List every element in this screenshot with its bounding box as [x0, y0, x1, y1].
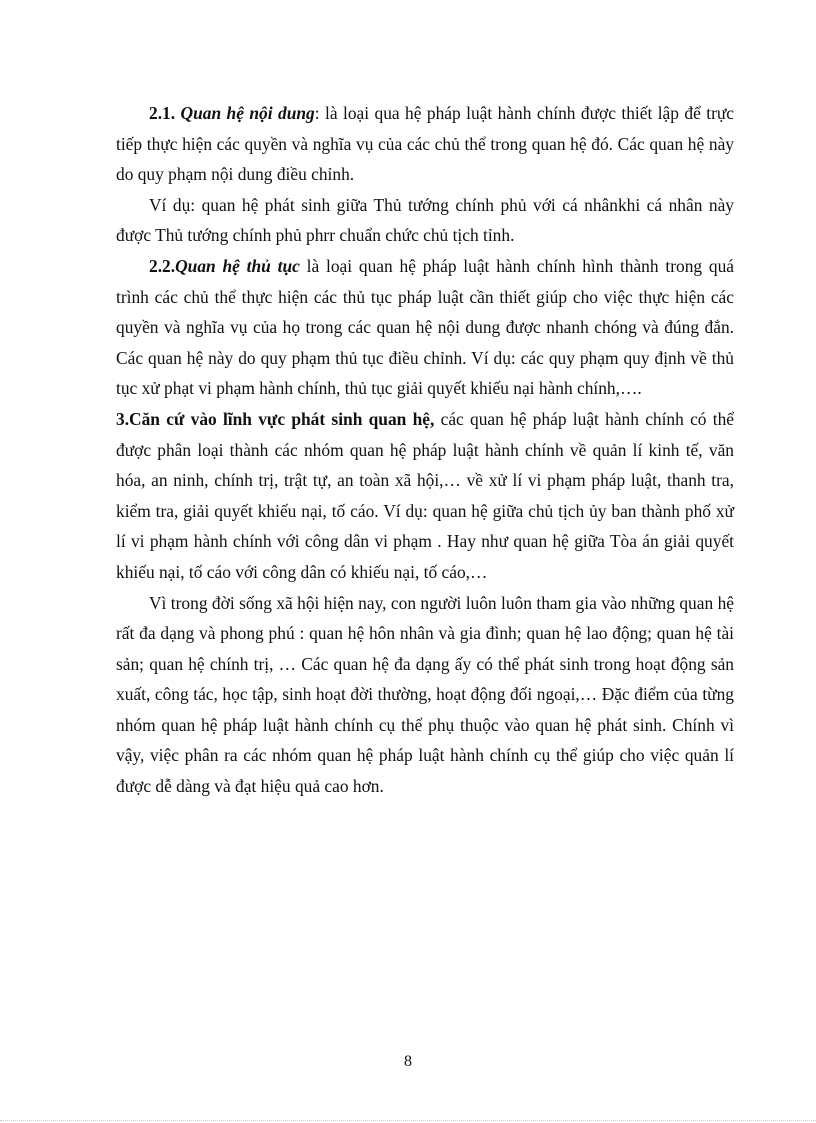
paragraph-text: Ví dụ: quan hệ phát sinh giữa Thủ tướng chính phủ với cá nhânkhi cá nhân này được Thủ tướng chính phủ phrr chuẩn chức chủ tịch tỉnh. [116, 194, 734, 246]
paragraph-3 [116, 404, 734, 588]
document-body [116, 98, 734, 802]
paragraph-text: là loại quan hệ pháp luật hành chính hình thành trong quá trình các chủ thể thực hiện các thủ tục pháp luật cần thiết giúp cho việc thực hiện các quyền và nghĩa vụ của họ trong các quan hệ nội dung được nhanh chóng và đúng đắn. Các quan hệ này do quy phạm thủ tục điều chỉnh. Ví dụ: các quy phạm quy định về thủ tục xử phạt vi phạm hành chính, thủ tục giải quyết khiếu nại hành chính,…. [116, 255, 734, 399]
paragraph-2-2 [116, 251, 734, 404]
term-noi-dung: Quan hệ nội dung [180, 103, 315, 123]
term-thu-tuc: Quan hệ thủ tục [175, 255, 300, 276]
paragraph-conclusion [116, 588, 734, 802]
page-number: 8 [404, 1053, 412, 1070]
section-heading-3: 3.Căn cứ vào lĩnh vực phát sinh quan hệ, [116, 408, 435, 429]
page-bottom-divider [0, 1120, 816, 1121]
paragraph-text: các quan hệ pháp luật hành chính có thể được phân loại thành các nhóm quan hệ pháp luật hành chính về quản lí kinh tế, văn hóa, an ninh, chính trị, trật tự, an toàn xã hội,… về xử lí vi phạm pháp luật, thanh tra, kiểm tra, giải quyết khiếu nại, tố cáo. Ví dụ: quan hệ giữa chủ tịch ủy ban thành phố xử lí vi phạm hành chính với công dân vi phạm . Hay như quan hệ giữa Tòa án giải quyết khiếu nại, tố cáo với công dân có khiếu nại, tố cáo,… [116, 408, 734, 582]
section-number-2-2: 2.2. [149, 255, 176, 276]
paragraph-example-1 [116, 190, 734, 251]
paragraph-2-1 [116, 98, 734, 190]
section-number-2-1: 2.1. [149, 103, 176, 123]
paragraph-text: : là loại qua hệ pháp luật hành chính được thiết lập để trực tiếp thực hiện các quyền và nghĩa vụ của các chủ thể trong quan hệ đó. Các quan hệ này do quy phạm nội dung điều chỉnh. [116, 103, 734, 185]
paragraph-text: Vì trong đời sống xã hội hiện nay, con người luôn luôn tham gia vào những quan hệ rất đa dạng và phong phú : quan hệ hôn nhân và gia đình; quan hệ lao động; quan hệ tài sản; quan hệ chính trị, … Các quan hệ đa dạng ấy có thể phát sinh trong hoạt động sản xuất, công tác, học tập, sinh hoạt đời thường, hoạt động đối ngoại,… Đặc điểm của từng nhóm quan hệ pháp luật hành chính cụ thể phụ thuộc vào quan hệ phát sinh. Chính vì vậy, việc phân ra các nhóm quan hệ pháp luật hành chính cụ thể giúp cho việc quản lí được dễ dàng và đạt hiệu quả cao hơn. [116, 592, 734, 797]
